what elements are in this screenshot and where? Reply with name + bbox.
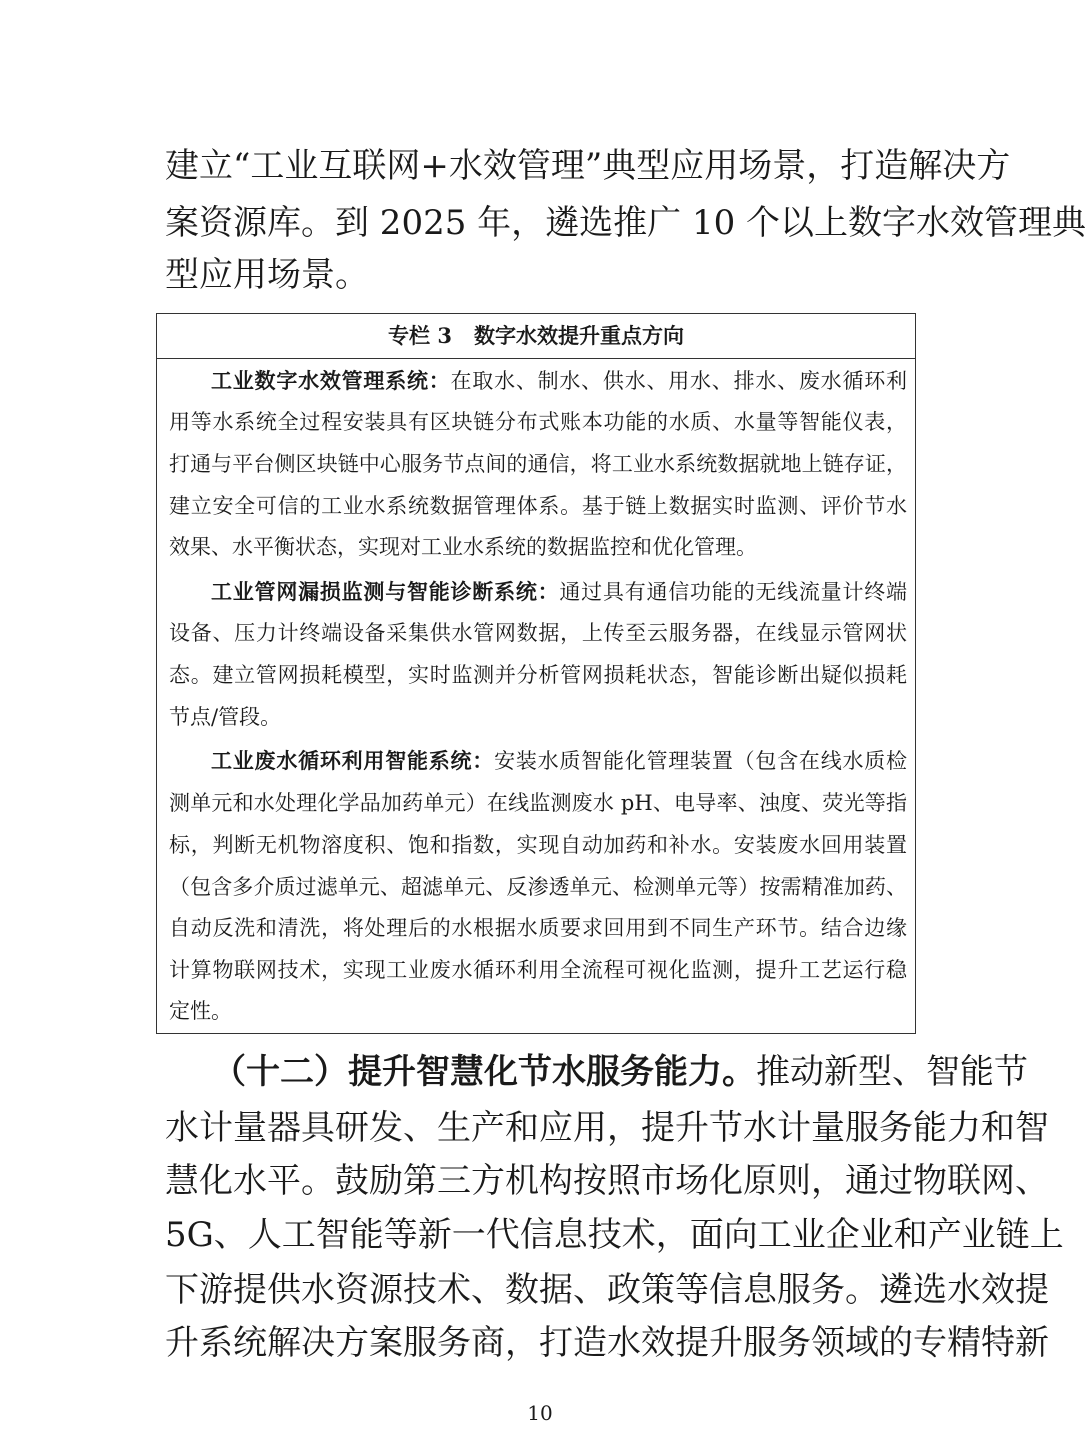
section12-line-3: 慧化水平。鼓励第三方机构按照市场化原则，通过物联网、 <box>165 1161 1049 1201</box>
section12-line-5: 下游提供水资源技术、数据、政策等信息服务。遴选水效提 <box>165 1270 1049 1310</box>
column-box-title <box>157 314 915 359</box>
section1-first-line: 在取水、制水、供水、用水、排水、废水循环利 <box>450 369 907 393</box>
section1-line-4: 建立安全可信的工业水系统数据管理体系。基于链上数据实时监测、评价节水 <box>169 494 907 518</box>
section2-line-4: 节点/管段。 <box>169 705 282 729</box>
column-box-title-prefix: 专栏 3 <box>388 323 452 348</box>
section12-line-2: 水计量器具研发、生产和应用，提升节水计量服务能力和智 <box>165 1108 1049 1148</box>
column-box <box>156 313 916 1034</box>
section1-line-5: 效果、水平衡状态，实现对工业水系统的数据监控和优化管理。 <box>169 535 757 559</box>
section2-line-1 <box>211 579 907 605</box>
section3-line-4: （包含多介质过滤单元、超滤单元、反渗透单元、检测单元等）按需精准加药、 <box>169 875 907 899</box>
section12-line-4: 5G、人工智能等新一代信息技术，面向工业企业和产业链上 <box>165 1215 1064 1255</box>
intro-line-2: 案资源库。到 2025 年，遴选推广 10 个以上数字水效管理典 <box>165 203 1086 243</box>
section3-line-3: 标，判断无机物溶度积、饱和指数，实现自动加药和补水。安装废水回用装置 <box>169 833 907 857</box>
section1-heading: 工业数字水效管理系统： <box>211 368 451 393</box>
section1-line-3: 打通与平台侧区块链中心服务节点间的通信，将工业水系统数据就地上链存证， <box>169 452 907 476</box>
section12-first-line: 推动新型、智能节 <box>756 1052 1028 1092</box>
section2-first-line: 通过具有通信功能的无线流量计终端 <box>559 580 908 604</box>
section3-heading: 工业废水循环利用智能系统： <box>211 748 495 773</box>
intro-line-1: 建立“工业互联网+水效管理”典型应用场景，打造解决方 <box>165 146 1011 186</box>
section2-heading: 工业管网漏损监测与智能诊断系统： <box>211 579 560 604</box>
section1-line-2: 用等水系统全过程安装具有区块链分布式账本功能的水质、水量等智能仪表， <box>169 410 907 434</box>
section3-line-6: 计算物联网技术，实现工业废水循环利用全流程可视化监测，提升工艺运行稳 <box>169 958 907 982</box>
section2-line-2: 设备、压力计终端设备采集供水管网数据，上传至云服务器，在线显示管网状 <box>169 621 907 645</box>
section3-line-5: 自动反洗和清洗，将处理后的水根据水质要求回用到不同生产环节。结合边缘 <box>169 916 907 940</box>
section3-line-7: 定性。 <box>169 999 232 1023</box>
section1-line-1 <box>211 368 907 394</box>
intro-line-3: 型应用场景。 <box>165 255 369 295</box>
section3-first-line: 安装水质智能化管理装置（包含在线水质检 <box>494 749 908 773</box>
section3-line-1 <box>211 748 907 774</box>
section12-heading: （十二）提升智慧化节水服务能力。 <box>212 1052 756 1092</box>
section12-line-1 <box>212 1052 1028 1092</box>
page-number: 10 <box>527 1401 553 1425</box>
section2-line-3: 态。建立管网损耗模型，实时监测并分析管网损耗状态，智能诊断出疑似损耗 <box>169 663 907 687</box>
section3-line-2: 测单元和水处理化学品加药单元）在线监测废水 pH、电导率、浊度、荧光等指 <box>169 791 907 815</box>
column-box-title-text: 数字水效提升重点方向 <box>473 323 684 348</box>
section12-line-6: 升系统解决方案服务商，打造水效提升服务领域的专精特新 <box>165 1323 1049 1363</box>
